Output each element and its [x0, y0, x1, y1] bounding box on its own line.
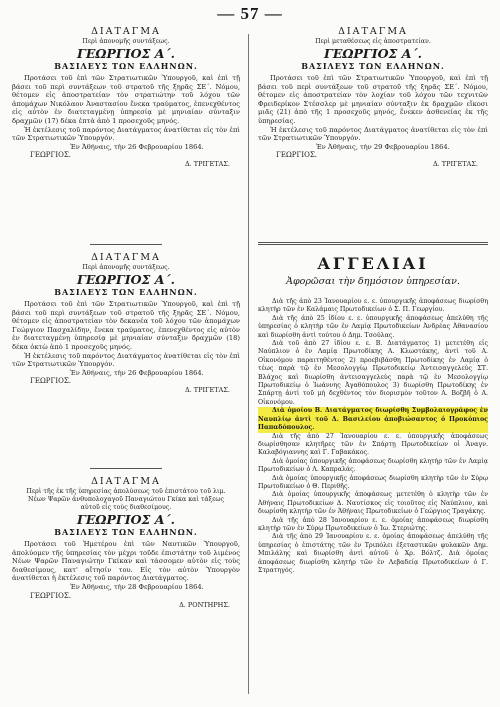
section-rule-bottom [258, 244, 488, 245]
decree-signature: ΓΕΩΡΓΙΟΣ. [30, 591, 72, 600]
decree-heading: ΔΙΑΤΑΓΜΑ [91, 26, 161, 37]
decree-date: Ἐν Ἀθήναις, τὴν 28 Φεβρουαρίου 1864. [70, 582, 204, 591]
decree-countersign: Δ. ΤΡΙΓΕΤΑΣ. [432, 160, 478, 169]
announcements-body [258, 296, 488, 575]
decree-text: Προτάσει τοῦ ἐπὶ τῶν Στρατιωτικῶν Ὑπουργοῦ, καὶ ἐπὶ τῇ βάσει τοῦ περὶ συντάξεων τοῦ στρατοῦ τῆς ξηρᾶς ΣΕ΄. Νόμου, θέτομεν εἰς ἀποστρατείαν τὸν λοχίαν τοῦ λόχου τῶν τεχνιτῶν Φρειδερίκον Στέσσλερ μὲ μηνιαίαν σύνταξιν ἐκ δραχμῶν εἴκοσι μιᾶς (21) ἀπὸ τῆς 1 προσεχοῦς μηνός, ἕνεκεν ἀσθενείας ἐκ τῆς ὑπηρεσίας. [258, 74, 488, 125]
announcement-item: Διὰ ὁμοίας ὑπουργικῆς ἀποφάσεως διωρίσθη κλητὴρ τῶν ἐν Σύρῳ Πρωτοδικείων ὁ Θ. Περιθῆς. [258, 474, 488, 490]
king-name: ΓΕΩΡΓΙΟΣ Α΄. [323, 46, 423, 61]
announcement-item: Διὰ τῆς ἀπὸ 27 Ἰανουαρίου ε. ε. ὑπουργικῆς ἀποφάσεως διωρίσθησαν κλητῆρες τῶν ἐν Σπάρτῃ Πρωτοδικείων οἱ Ἀναγν. Καλαβόγιαννης καὶ Γ. Γαβακάκος. [258, 432, 488, 457]
announcement-item-highlighted: Διὰ ὁμοίου Β. Διατάγματος διωρίσθη Συμβολαιογράφος ἐν Ναυπλίῳ ἀντὶ τοῦ Δ. Βασιλείου ἀποβιώσαντος ὁ Προκόπιος Παπαδόπουλος. [258, 407, 488, 432]
announcement-item: Διὰ ὁμοίας ὑπουργικῆς ἀποφάσεως μετετέθη ὁ κλητὴρ τῶν ἐν Ἀθήναις Πρωτοδικείων Δ. Ναυτίσκος εἰς τοιοῦτος εἰς Ναύπλιον, καὶ διωρίσθη κλητὴρ τῶν ἐν Ἀθήναις Πρωτοδικείων ὁ Γεώργιος Τραγάκης. [258, 491, 488, 516]
page-number: — 57 — [217, 4, 283, 23]
decree-date: Ἐν Ἀθήναις, τὴν 26 Φεβρουαρίου 1864. [70, 368, 204, 377]
king-name: ΓΕΩΡΓΙΟΣ Α΄. [76, 272, 176, 287]
decree-countersign: Δ. ΡΟΝΤΗΡΗΣ. [179, 600, 230, 609]
announcement-item: Διὰ ὁμοίας ὑπουργικῆς ἀποφάσεως διωρίσθη κλητὴρ τῶν ἐν Λαμίᾳ Πρωτοδικείων ὁ Λ. Καπραλάς. [258, 457, 488, 474]
announcement-item: Διὰ τῆς ἀπὸ 28 Ἰανουαρίου ε. ε. ὁμοίας ἀποφάσεως διωρίσθη κλητὴρ τῶν ἐν Σύρῳ Πρωτοδικείων ὁ Ἰω. Στεριώτης. [258, 516, 488, 532]
decree-body [12, 74, 240, 143]
column-divider [248, 34, 249, 694]
kingdom-title: ΒΑΣΙΛΕΥΣ ΤΩΝ ΕΛΛΗΝΩΝ. [54, 287, 198, 297]
left-column [12, 26, 240, 702]
section-rule [90, 244, 162, 245]
decree-subject: Περὶ μεταθέσεως εἰς ἀποστρατείαν. [315, 38, 431, 45]
decree-subject: Περὶ τῆς ἐκ τῆς ὑπηρεσίας ἀπολύσεως τοῦ ἐπιστάτου τοῦ λιμ. Νέων Ψαρῶν ἀνθυπολοχαγοῦ Παναγιώτου Γκίκα καὶ τάξεως αὐτοῦ εἰς τοὺς διαθεσίμους. [26, 488, 226, 511]
announcements-title: ΑΓΓΕΛΙΑΙ [317, 254, 429, 273]
decree-date: Ἐν Ἀθήναις, τὴν 26 Φεβρουαρίου 1864. [70, 142, 204, 151]
decree-countersign: Δ. ΤΡΙΓΕΤΑΣ. [184, 160, 230, 169]
announcements-subtitle: Ἀφορῶσαι τὴν δημόσιον ὑπηρεσίαν. [286, 276, 460, 287]
king-name: ΓΕΩΡΓΙΟΣ Α΄. [76, 512, 176, 527]
decree-text: Προτάσει τοῦ ἐπὶ τῶν Στρατιωτικῶν Ὑπουργοῦ, καὶ ἐπὶ τῇ βάσει τοῦ περὶ συντάξεων τοῦ στρατοῦ τῆς ξηρᾶς ΣΕ΄. Νόμου, θέτομεν εἰς ἀποστρατείαν τὸν δεκανέα τοῦ λόχου τῶν ἀπομάχων Γεώργιον Πασχαλίδην, ἕνεκα τραύματος, ἐπενεχθέντος εἰς αὐτὸν ἐν διατεταγμένῃ ὑπηρεσίᾳ μὲ μηνιαίαν σύνταξιν δραχμῶν (18) δέκα ὀκτὼ ἀπὸ 1 προσεχοῦς μηνός. [12, 300, 240, 351]
decree-heading: ΔΙΑΤΑΓΜΑ [91, 476, 161, 487]
kingdom-title: ΒΑΣΙΛΕΥΣ ΤΩΝ ΕΛΛΗΝΩΝ. [54, 527, 198, 537]
section-rule [90, 468, 162, 469]
announcement-item: Διὰ τῆς ἀπὸ 25 ἰδίου ε. ε. ὑπουργικῆς ἀποφάσεως ἀπελύθη τῆς ὑπηρεσίας ὁ κλητὴρ τῶν ἐν Λαμίᾳ Πρωτοδικείων Ἀνδρέας Ἀθανασίου καὶ διωρίσθη ἀντὶ τούτου ὁ Δημ. Τσούλας. [258, 314, 488, 339]
decree-signature: ΓΕΩΡΓΙΟΣ. [276, 151, 318, 160]
right-column [258, 26, 488, 702]
decree-body [12, 300, 240, 369]
decree-subject: Περὶ ἀπονομῆς συντάξεως. [82, 264, 170, 271]
announcement-item: Διὰ τῆς ἀπὸ 23 Ἰανουαρίου ε. ε. ὑπουργικῆς ἀποφάσεως διωρίσθη κλητὴρ τῶν ἐν Καλάμαις Πρωτοδικείων ὁ Σ. Π. Γεωργίου. [258, 298, 488, 314]
decree-heading: ΔΙΑΤΑΓΜΑ [91, 252, 161, 263]
decree-body [258, 74, 488, 143]
section-rule-top [258, 242, 488, 243]
king-name: ΓΕΩΡΓΙΟΣ Α΄. [76, 46, 176, 61]
decree-3 [12, 476, 240, 609]
decree-signature: ΓΕΩΡΓΙΟΣ. [30, 377, 72, 386]
decree-countersign: Δ. ΤΡΙΓΕΤΑΣ. [184, 386, 230, 395]
decree-text: Προτάσει τοῦ ἐπὶ τῶν Στρατιωτικῶν Ὑπουργοῦ, καὶ ἐπὶ τῇ βάσει τοῦ περὶ συντάξεων τοῦ στρατοῦ τῆς ξηρᾶς ΣΕ΄. Νόμου, θέτομεν εἰς ἀποστρατείαν τὸν στρατιώτην τοῦ λόχου τῶν ἀπομάχων Νικόλαον Ἀναστασίου ἕνεκα τραύματος, ἐπενεχθέντος εἰς αὐτὸν ἐν διατεταγμένῃ ὑπηρεσίᾳ μὲ μηνιαίαν σύνταξιν δραχμῶν (17) δέκα ἑπτὰ ἀπὸ 1 προσεχοῦς μηνός. [12, 74, 240, 125]
announcement-item: Διὰ τῆς ἀπὸ 29 Ἰανουαρίου ε. ε. ὁμοίας ἀποφάσεως ἀπελύθη τῆς ὑπηρεσίας ὁ ἐπιστάτης τῶν ἐν Τριπόλει ἐξεταστικῶν φυλακῶν Δημ. Μπιλάλης καὶ διωρίσθη ἀντὶ αὐτοῦ ὁ Χρ. Βόλτζ. Διὰ ὁμοίας ἀποφάσεως διωρίσθη κλητὴρ τῶν ἐν Λεβαδείᾳ Πρωτοδικείων ὁ Γ. Στρατηγός. [258, 533, 488, 574]
decree-heading: ΔΙΑΤΑΓΜΑ [338, 26, 408, 37]
decree-2 [12, 252, 240, 394]
decree-1 [12, 26, 240, 168]
decree-execution: Ἡ ἐκτέλεσις τοῦ παρόντος Διατάγματος ἀνατίθεται εἰς τὸν ἐπὶ τῶν Στρατιωτικῶν Ὑπουργόν. [258, 125, 488, 143]
kingdom-title: ΒΑΣΙΛΕΥΣ ΤΩΝ ΕΛΛΗΝΩΝ. [54, 61, 198, 71]
decree-execution: Ἡ ἐκτέλεσις τοῦ παρόντος Διατάγματος ἀνατίθεται εἰς τὸν ἐπὶ τῶν Στρατιωτικῶν Ὑπουργόν. [12, 351, 240, 369]
decree-body [12, 540, 240, 583]
decree-subject: Περὶ ἀπονομῆς συντάξεως. [82, 38, 170, 45]
decree-date: Ἐν Ἀθήναις, τὴν 29 Φεβρουαρίου 1864. [316, 142, 450, 151]
decree-text: Προτάσει τοῦ Ἡμετέρου ἐπὶ τῶν Ναυτικῶν Ὑπουργοῦ, ἀπολύομεν τῆς ὑπηρεσίας τὸν μέχρι τοῦδε ἐπιστάτην τοῦ λιμένος Νέων Ψαρῶν Παναγιώτην Γκίκαν καὶ τάσσομεν αὐτὸν εἰς τοὺς διαθεσίμους, κατ' αἴτησίν του. Εἰς τὸν αὐτὸν Ὑπουργὸν ἀνατίθεται ἡ ἐκτέλεσις τοῦ παρόντος Διατάγματος. [12, 540, 240, 583]
decree-execution: Ἡ ἐκτέλεσις τοῦ παρόντος Διατάγματος ἀνατίθεται εἰς τὸν ἐπὶ τῶν Στρατιωτικῶν Ὑπουργόν. [12, 125, 240, 143]
announcement-item: Διὰ τοῦ ἀπὸ 27 ἰδίου ε. ε. Β. Διατάγματος 1) μετετέθη εἰς Ναύπλιον ὁ ἐν Λαμίᾳ Πρωτοδίκης Α. Κλωστάκης, ἀντὶ τοῦ Α. Οἰκονόμου παραιτηθέντος 2) προεβιβάσθη Πρωτοδίκης ἐν Λαμίᾳ ὁ τέως παρὰ τῷ ἐν Μεσολογγίῳ Πρωτοδικείῳ Ἀντεισαγγελεὺς ΣΤ. Βλάχος καὶ διωρίσθη ἀντεισαγγελεὺς παρὰ τῷ ἐν Μεσολογγίῳ Πρωτοδικείῳ ὁ Ἰωάννης Ἀγαθόπουλος 3) διωρίσθη Πρωτοδίκης ἐν Σπάρτῃ ἀντὶ τοῦ μὴ δεχθέντος τὸν διορισμὸν τοῦτον Α. Βοζβῆ ὁ Α. Οἰκονόμου. [258, 340, 488, 406]
decree-4 [258, 26, 488, 168]
decree-signature: ΓΕΩΡΓΙΟΣ. [30, 151, 72, 160]
kingdom-title: ΒΑΣΙΛΕΥΣ ΤΩΝ ΕΛΛΗΝΩΝ. [301, 61, 445, 71]
